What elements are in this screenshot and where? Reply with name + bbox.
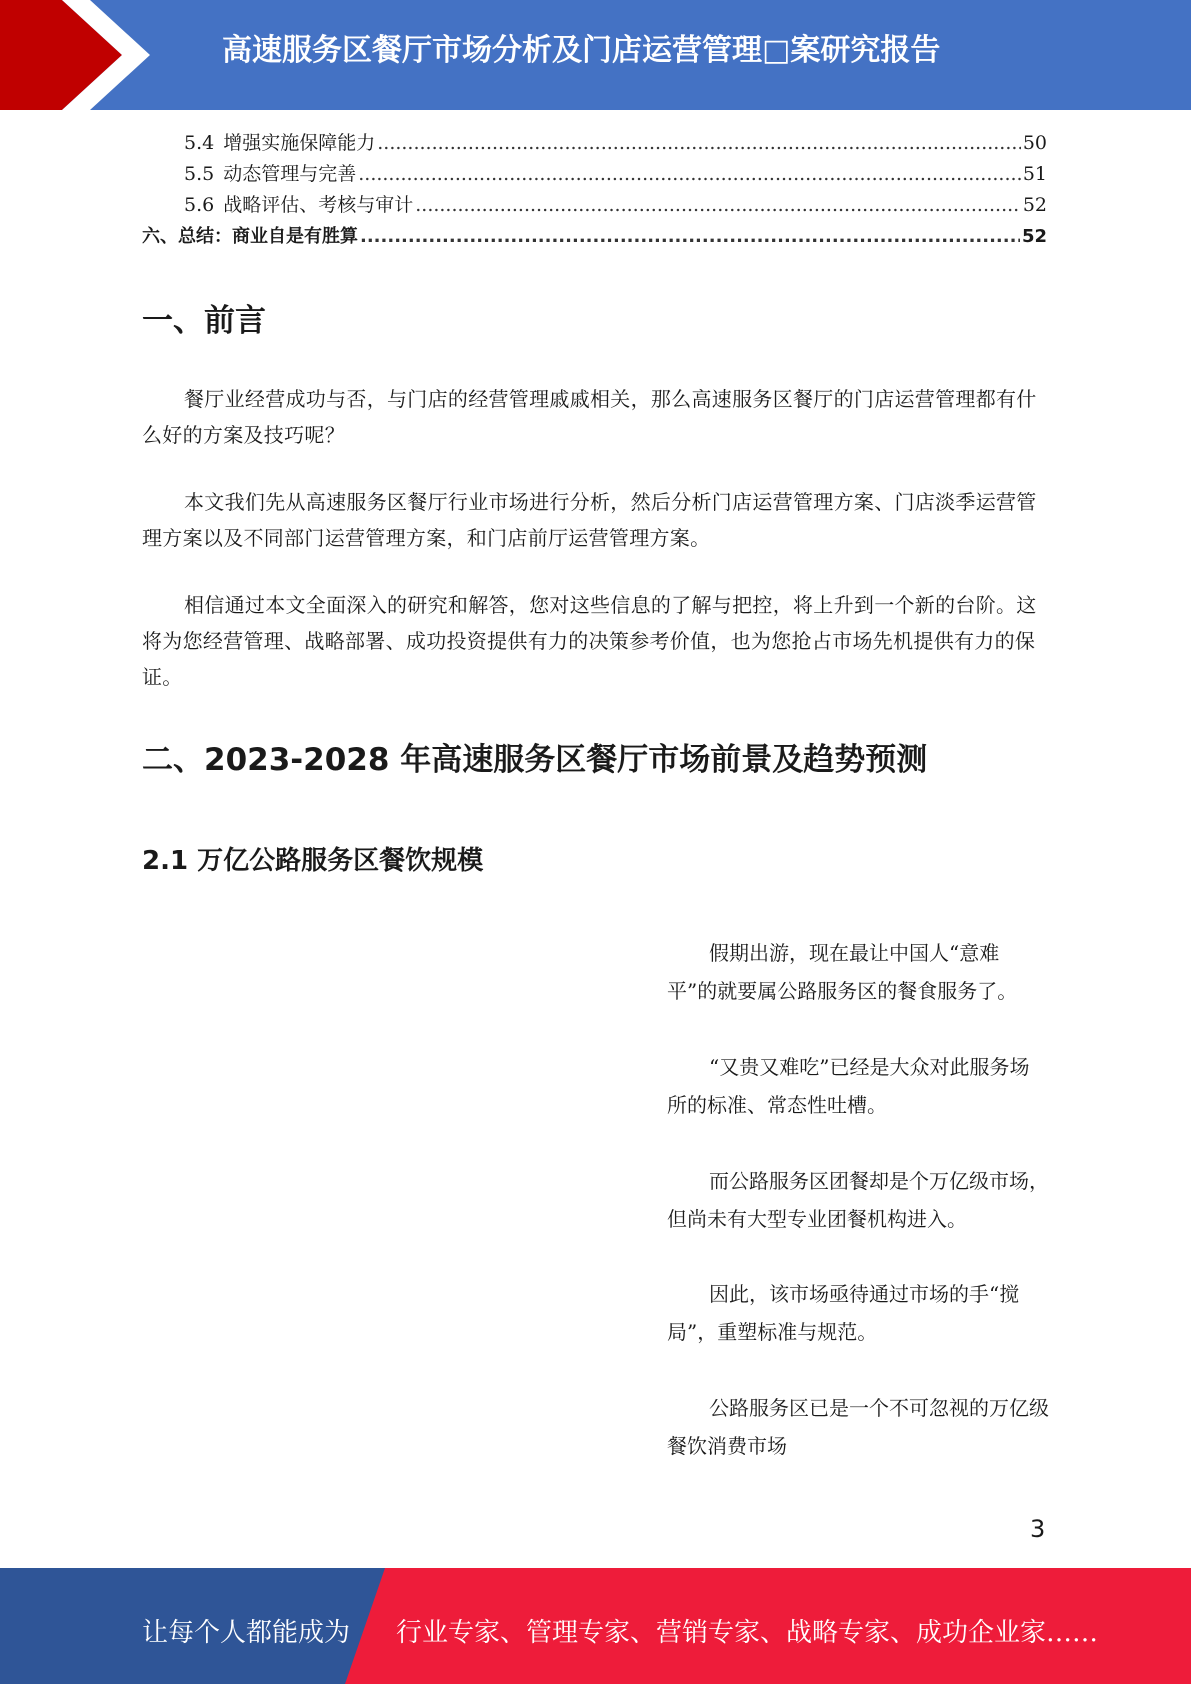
toc-entry[interactable] xyxy=(142,221,1047,252)
toc-entry-label: 战略评估、考核与审计 xyxy=(223,194,414,216)
toc-entry-page: 52 xyxy=(1021,226,1047,247)
side-paragraph: 假期出游，现在最让中国人“意难平”的就要属公路服务区的餐食服务了。 xyxy=(667,941,1018,1003)
section-heading-forecast: 二、2023-2028 年高速服务区餐厅市场前景及趋势预测 xyxy=(142,742,928,778)
toc-entry-label: 六、总结：商业自是有胜算 xyxy=(142,226,358,247)
toc-leader-dots xyxy=(358,159,1021,190)
paragraph: 相信通过本文全面深入的研究和解答，您对这些信息的了解与把控，将上升到一个新的台阶。这将为您经营管理、战略部署、成功投资提供有力的决策参考价值，也为您抢占市场先机提供有力的保证。 xyxy=(142,593,1037,689)
header-arrow-decoration xyxy=(0,0,200,110)
toc-leader-dots xyxy=(415,190,1021,221)
toc-entry-number: 5.6 xyxy=(184,194,215,216)
toc-leader-dots xyxy=(360,221,1020,252)
side-paragraph: 因此，该市场亟待通过市场的手“搅局”，重塑标准与规范。 xyxy=(667,1282,1020,1344)
toc-leader-dots xyxy=(377,128,1021,159)
toc-entry[interactable] xyxy=(142,159,1047,190)
table-of-contents xyxy=(142,128,1047,252)
toc-entry-label: 动态管理与完善 xyxy=(223,163,357,185)
side-paragraph: 而公路服务区团餐却是个万亿级市场，但尚未有大型专业团餐机构进入。 xyxy=(667,1169,1049,1231)
side-paragraph: 公路服务区已是一个不可忽视的万亿级餐饮消费市场 xyxy=(667,1396,1049,1458)
footer-slogan-right: 行业专家、管理专家、营销专家、战略专家、成功企业家…… xyxy=(396,1618,1099,1648)
page-footer xyxy=(0,1568,1191,1684)
toc-entry-label: 增强实施保障能力 xyxy=(223,132,376,154)
footer-slogan-left: 让每个人都能成为 xyxy=(142,1618,351,1648)
page-number: 3 xyxy=(1030,1515,1046,1543)
page-header xyxy=(0,0,1191,110)
paragraph: 本文我们先从高速服务区餐厅行业市场进行分析，然后分析门店运营管理方案、门店淡季运营管理方案以及不同部门运营管理方案，和门店前厅运营管理方案。 xyxy=(142,490,1037,550)
toc-entry-page: 51 xyxy=(1022,163,1047,185)
toc-entry-page: 50 xyxy=(1022,132,1047,154)
paragraph: 餐厅业经营成功与否，与门店的经营管理戚戚相关，那么高速服务区餐厅的门店运营管理都有什么好的方案及技巧呢？ xyxy=(142,387,1037,447)
toc-entry[interactable] xyxy=(142,128,1047,159)
toc-entry[interactable] xyxy=(142,190,1047,221)
side-paragraph: “又贵又难吃”已经是大众对此服务场所的标准、常态性吐槽。 xyxy=(667,1055,1030,1117)
toc-entry-number: 5.4 xyxy=(184,132,215,154)
toc-entry-page: 52 xyxy=(1022,194,1047,216)
section-heading-preface: 一、前言 xyxy=(142,303,266,339)
subsection-heading: 2.1 万亿公路服务区餐饮规模 xyxy=(142,846,484,876)
header-title: 高速服务区餐厅市场分析及门店运营管理□案研究报告 xyxy=(222,33,941,68)
toc-entry-number: 5.5 xyxy=(184,163,215,185)
